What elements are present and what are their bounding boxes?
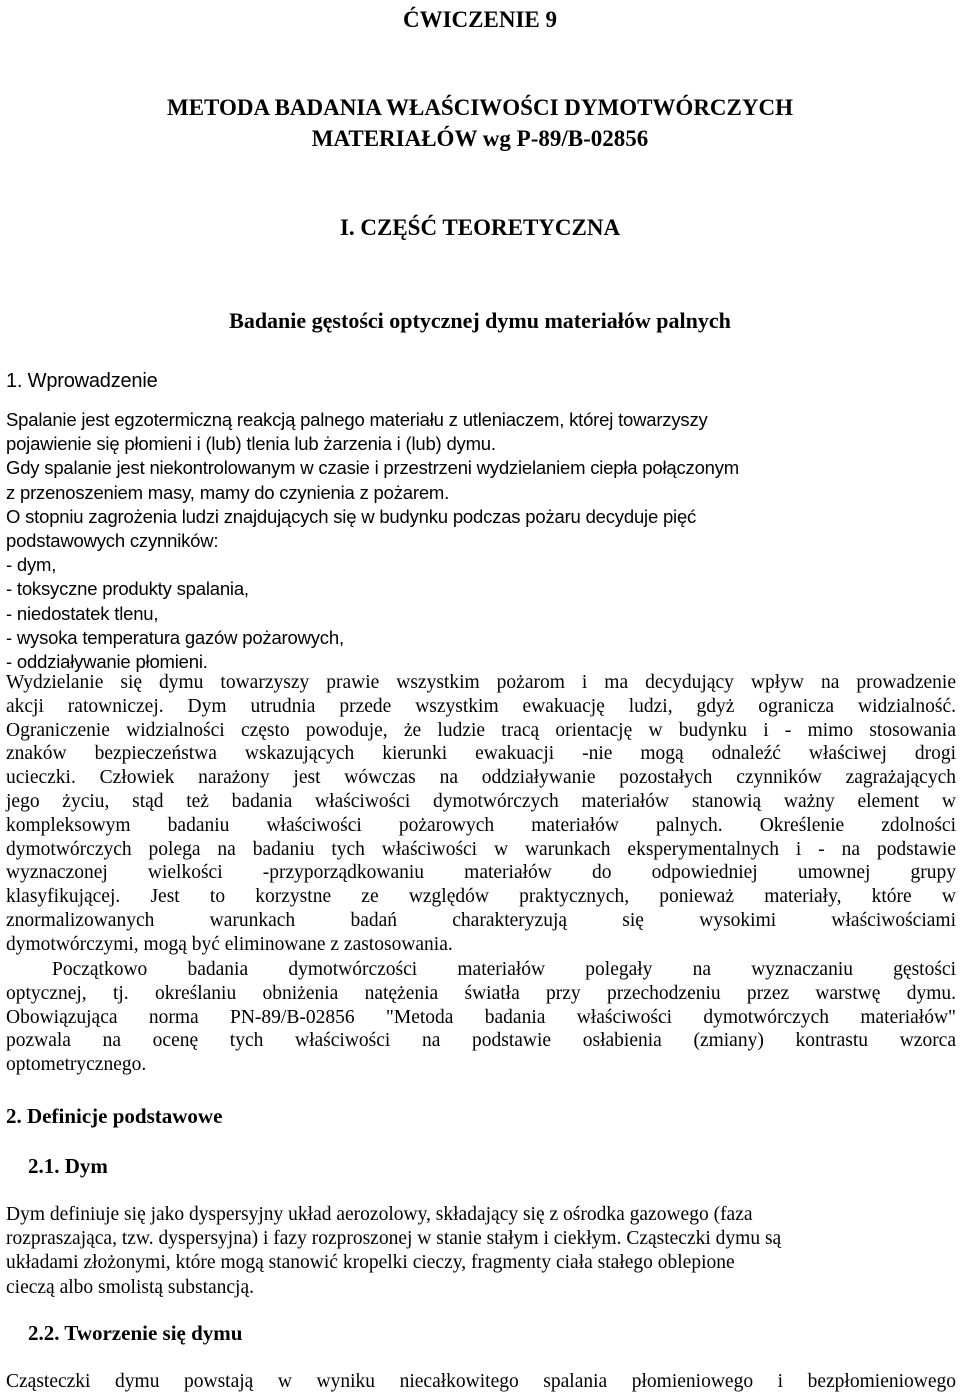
smoke-paragraph [6,671,956,957]
text-line: optycznej, tj. określaniu obniżenia natężenia światła przy przechodzeniu przez warstwę dymu. [6,982,956,1004]
section-2-heading: 2. Definicje podstawowe [6,1104,223,1128]
exercise-title: ĆWICZENIE 9 [402,7,557,32]
smoke-definition-paragraph [6,1203,956,1300]
smoke-formation-paragraph [6,1370,956,1394]
text-line: O stopniu zagrożenia ludzi znajdujących się w budynku podczas pożaru decyduje pięć [6,505,697,527]
text-line: Spalanie jest egzotermiczną reakcją palnego materiału z utleniaczem, której towarzyszy [6,409,708,430]
text-line: rozpraszająca, tzw. dyspersyjna) i fazy rozproszonej w stanie stałym i ciekłym. Cząsteczki dymu są [6,1228,782,1250]
method-title-line-1: METODA BADANIA WŁAŚCIWOŚCI DYMOTWÓRCZYCH [167,95,793,120]
section-1-heading: 1. Wprowadzenie [6,370,158,392]
method-title-line-2: MATERIAŁÓW wg P-89/B-02856 [311,126,649,151]
text-line: dymotwórczych polega na badaniu tych właściwości w warunkach eksperymentalnych i - na podstawie [6,838,956,860]
text-line: Początkowo badania dymotwórczości materiałów polegały na wyznaczaniu gęstości [52,959,956,980]
text-line: Wydzielanie się dymu towarzyszy prawie wszystkim pożarom i ma decydujący wpływ na prowadzenie [6,672,956,693]
text-line: optometrycznego. [6,1054,147,1076]
text-line: znaków bezpieczeństwa wskazujących kierunki ewakuacji -nie mogą odnaleźć właściwej drogi [6,743,956,765]
text-line: Obowiązująca norma PN-89/B-02856 "Metoda badania właściwości dymotwórczych materiałów" [6,1006,956,1028]
intro-sans-paragraph [6,408,956,674]
text-line: układami złożonymi, które mogą stanowić kropelki cieczy, fragmenty ciała stałego oblepione [6,1252,735,1274]
list-item: - wysoka temperatura gazów pożarowych, [6,626,344,648]
list-item: - niedostatek tlenu, [6,602,159,624]
text-line: cieczą albo smolistą substancją. [6,1276,254,1298]
section-2-1-heading: 2.1. Dym [28,1154,108,1178]
part-title: I. CZĘŚĆ TEORETYCZNA [339,215,621,240]
text-line: z przenoszeniem masy, mamy do czynienia z pożarem. [6,481,450,503]
text-line: pojawienie się płomieni i (lub) tlenia lub żarzenia i (lub) dymu. [6,433,496,455]
text-line: Dym definiuje się jako dyspersyjny układ aerozolowy, składający się z ośrodka gazowego (faza [6,1204,753,1225]
optical-density-paragraph [6,958,956,1077]
section-2-2-heading: 2.2. Tworzenie się dymu [28,1321,243,1345]
text-line: dymotwórczymi, mogą być eliminowane z zastosowania. [6,933,453,955]
text-line: kompleksowym badaniu właściwości pożarowych materiałów palnych. Określenie zdolności [6,814,956,836]
text-line: Cząsteczki dymu powstają w wyniku niecałkowitego spalania płomieniowego i bezpłomieniowego [6,1371,956,1392]
text-line: Ograniczenie widzialności często powoduje, że ludzie tracą orientację w budynku i - mimo stosowania [6,719,956,741]
list-item: - dym, [6,554,57,576]
text-line: akcji ratowniczej. Dym utrudnia przede wszystkim ewakuację ludzi, gdyż ogranicza widzialność. [6,695,956,717]
text-line: pozwala na ocenę tych właściwości na podstawie osłabienia (zmiany) kontrastu wzorca [6,1030,956,1052]
method-title [0,92,960,154]
text-line: znormalizowanych warunkach badań charakteryzują się wysokimi właściwościami [6,909,956,931]
list-item: - toksyczne produkty spalania, [6,578,249,600]
text-line: wyznaczonej wielkości -przyporządkowaniu materiałów do odpowiedniej umownej grupy [6,862,956,884]
text-line: Gdy spalanie jest niekontrolowanym w czasie i przestrzeni wydzielaniem ciepła połączonym [6,457,740,479]
text-line: ucieczki. Człowiek narażony jest wówczas na oddziaływanie pozostałych czynników zagrażających [6,767,956,789]
text-line: jego życiu, stąd też badania właściwości dymotwórczych materiałów stanowią ważny element w [6,790,956,812]
subtitle: Badanie gęstości optycznej dymu materiałów palnych [229,308,731,333]
text-line: podstawowych czynników: [6,530,219,552]
list-item: - oddziaływanie płomieni. [6,651,208,673]
text-line: klasyfikującej. Jest to korzystne ze względów praktycznych, ponieważ materiały, które w [6,886,956,908]
